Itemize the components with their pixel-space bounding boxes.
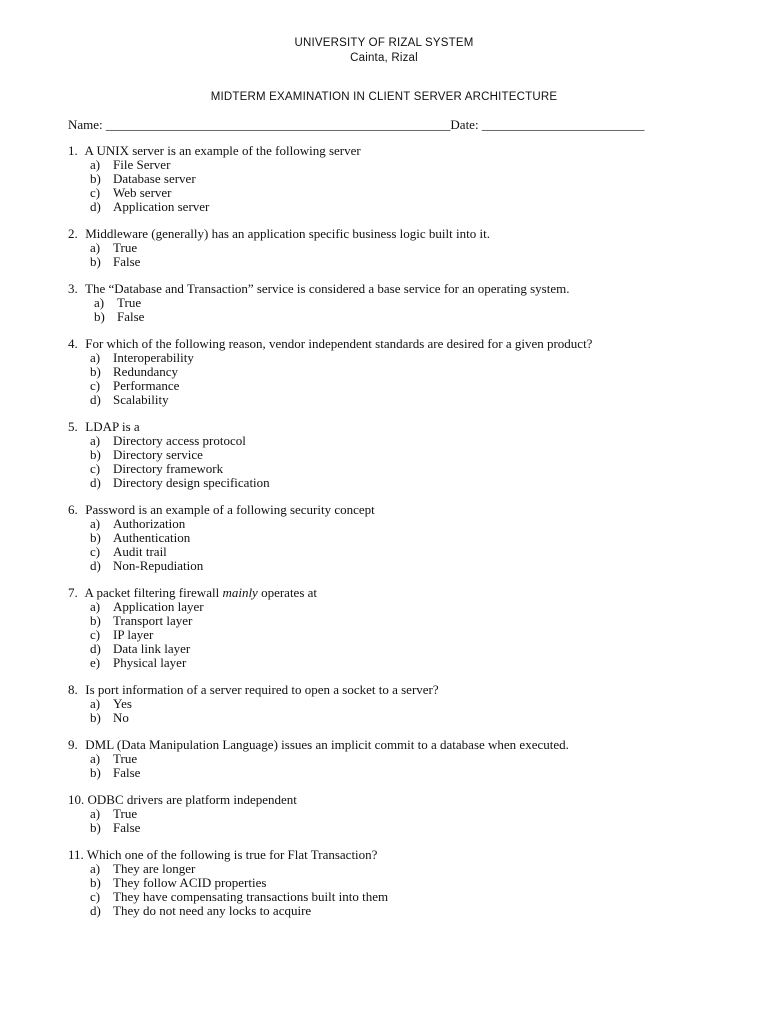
question-text [68,420,748,434]
option-list [68,600,748,670]
option-letter: b) [90,820,101,835]
option-list [68,697,748,725]
option-text: Authentication [113,530,191,545]
option-letter: d) [90,199,101,214]
option-text: Performance [113,378,180,393]
question-number: 1. [68,143,78,158]
question-text [68,503,748,517]
name-blank: _____________________________________________________ [105,117,451,132]
option-text: Interoperability [113,350,194,365]
answer-option [68,904,748,918]
question [68,793,748,835]
answer-option [68,517,748,531]
answer-option [68,172,748,186]
date-blank: _________________________ [481,117,645,132]
question-number: 8. [68,682,78,697]
question-number: 2. [68,226,78,241]
answer-option [68,697,748,711]
option-letter: b) [90,765,101,780]
question-text [68,337,748,351]
option-list [68,807,748,835]
answer-option [68,379,748,393]
option-text: Directory access protocol [113,433,246,448]
question-stem: Password is an example of a following security concept [85,502,375,517]
option-letter: b) [90,530,101,545]
question-stem-after: operates at [261,585,318,600]
question-stem: For which of the following reason, vendor independent standards are desired for a given product? [85,336,593,351]
option-letter: a) [90,516,101,531]
question-stem-before: A packet filtering firewall [84,585,220,600]
option-letter: a) [90,240,101,255]
option-letter: a) [90,696,101,711]
option-letter: d) [90,641,101,656]
question-stem: Which one of the following is true for Flat Transaction? [86,847,378,862]
option-text: False [113,254,141,269]
option-letter: b) [90,875,101,890]
name-label: Name: [68,117,103,132]
answer-option [68,711,748,725]
answer-option [68,807,748,821]
answer-option [68,158,748,172]
option-letter: b) [90,613,101,628]
question [68,420,748,490]
option-text: False [113,765,141,780]
question-stem: LDAP is a [85,419,140,434]
option-letter: b) [90,171,101,186]
question-text [68,793,748,807]
question [68,144,748,214]
option-text: Directory service [113,447,203,462]
date-label: Date: [450,117,479,132]
question-number: 10. [68,792,85,807]
option-letter: b) [90,710,101,725]
option-text: True [113,751,138,766]
answer-option [68,351,748,365]
exam-title: MIDTERM EXAMINATION IN CLIENT SERVER ARCHITECTURE [210,91,558,103]
question [68,337,748,407]
option-text: Yes [113,696,132,711]
answer-option [68,448,748,462]
answer-option [68,241,748,255]
answer-option [68,186,748,200]
answer-option [68,600,748,614]
option-letter: b) [90,364,101,379]
option-text: True [113,806,138,821]
question-list [68,144,748,931]
question-stem: The “Database and Transaction” service is considered a base service for an operating system. [85,281,570,296]
option-letter: a) [90,751,101,766]
option-letter: b) [94,309,105,324]
option-letter: c) [90,889,101,904]
answer-option [68,890,748,904]
question [68,683,748,725]
option-list [68,241,748,269]
option-letter: a) [90,599,101,614]
answer-option [68,296,748,310]
answer-option [68,766,748,780]
option-text: Data link layer [113,641,191,656]
option-letter: c) [90,378,101,393]
question [68,586,748,670]
answer-option [68,642,748,656]
question-stem: ODBC drivers are platform independent [87,792,297,807]
option-letter: c) [90,461,101,476]
question [68,503,748,573]
answer-option [68,365,748,379]
question-stem: A UNIX server is an example of the following server [84,143,361,158]
question-text [68,144,748,158]
answer-option [68,862,748,876]
question-text [68,738,748,752]
question-stem-emphasis: mainly [222,585,258,600]
option-letter: d) [90,558,101,573]
answer-option [68,614,748,628]
option-text: Physical layer [113,655,187,670]
question-number: 4. [68,336,78,351]
option-letter: a) [94,295,105,310]
question [68,738,748,780]
option-list [68,158,748,214]
question-stem: Is port information of a server required to open a socket to a server? [85,682,439,697]
answer-option [68,752,748,766]
option-list [68,434,748,490]
option-text: Database server [113,171,196,186]
question-number: 9. [68,737,78,752]
question-number: 5. [68,419,78,434]
option-text: They are longer [113,861,196,876]
answer-option [68,628,748,642]
option-letter: b) [90,254,101,269]
question-number: 3. [68,281,78,296]
question-stem: DML (Data Manipulation Language) issues an implicit commit to a database when executed. [85,737,569,752]
question [68,282,748,324]
option-letter: d) [90,392,101,407]
option-text: Non-Repudiation [113,558,204,573]
answer-option [68,434,748,448]
option-letter: c) [90,627,101,642]
option-text: Transport layer [113,613,193,628]
option-text: Directory framework [113,461,224,476]
option-letter: a) [90,157,101,172]
answer-option [68,255,748,269]
answer-option [68,545,748,559]
question-text [68,282,748,296]
question-text [68,683,748,697]
question-text [68,848,748,862]
option-letter: d) [90,475,101,490]
answer-option [68,393,748,407]
answer-option [68,656,748,670]
answer-option [68,310,748,324]
answer-option [68,821,748,835]
option-text: They have compensating transactions built into them [113,889,389,904]
option-text: False [117,309,145,324]
answer-option [68,531,748,545]
option-letter: a) [90,861,101,876]
option-text: They follow ACID properties [113,875,267,890]
question [68,848,748,918]
question-number: 7. [68,585,78,600]
option-list [68,351,748,407]
option-list [68,517,748,573]
option-text: IP layer [113,627,154,642]
option-letter: a) [90,433,101,448]
option-letter: a) [90,350,101,365]
option-text: Directory design specification [113,475,270,490]
answer-option [68,876,748,890]
option-text: Redundancy [113,364,178,379]
option-text: Application server [113,199,210,214]
option-list [68,296,748,324]
answer-option [68,559,748,573]
option-text: Web server [113,185,172,200]
option-text: False [113,820,141,835]
option-text: Scalability [113,392,169,407]
option-text: They do not need any locks to acquire [113,903,312,918]
option-letter: a) [90,806,101,821]
question [68,227,748,269]
option-letter: e) [90,655,101,670]
option-text: Audit trail [113,544,167,559]
option-letter: c) [90,185,101,200]
question-text [68,586,748,600]
option-letter: b) [90,447,101,462]
document-header [0,36,768,66]
option-text: Application layer [113,599,204,614]
option-text: Authorization [113,516,186,531]
question-stem: Middleware (generally) has an application specific business logic built into it. [85,226,490,241]
answer-option [68,476,748,490]
question-text [68,227,748,241]
option-text: File Server [113,157,171,172]
option-text: True [117,295,142,310]
option-text: True [113,240,138,255]
institution-location: Cainta, Rizal [350,52,418,64]
option-text: No [113,710,129,725]
answer-option [68,200,748,214]
institution-name: UNIVERSITY OF RIZAL SYSTEM [294,37,474,49]
option-letter: d) [90,903,101,918]
question-number: 6. [68,502,78,517]
option-list [68,862,748,918]
name-date-line [68,117,644,133]
answer-option [68,462,748,476]
option-letter: c) [90,544,101,559]
option-list [68,752,748,780]
question-number: 11. [68,847,84,862]
